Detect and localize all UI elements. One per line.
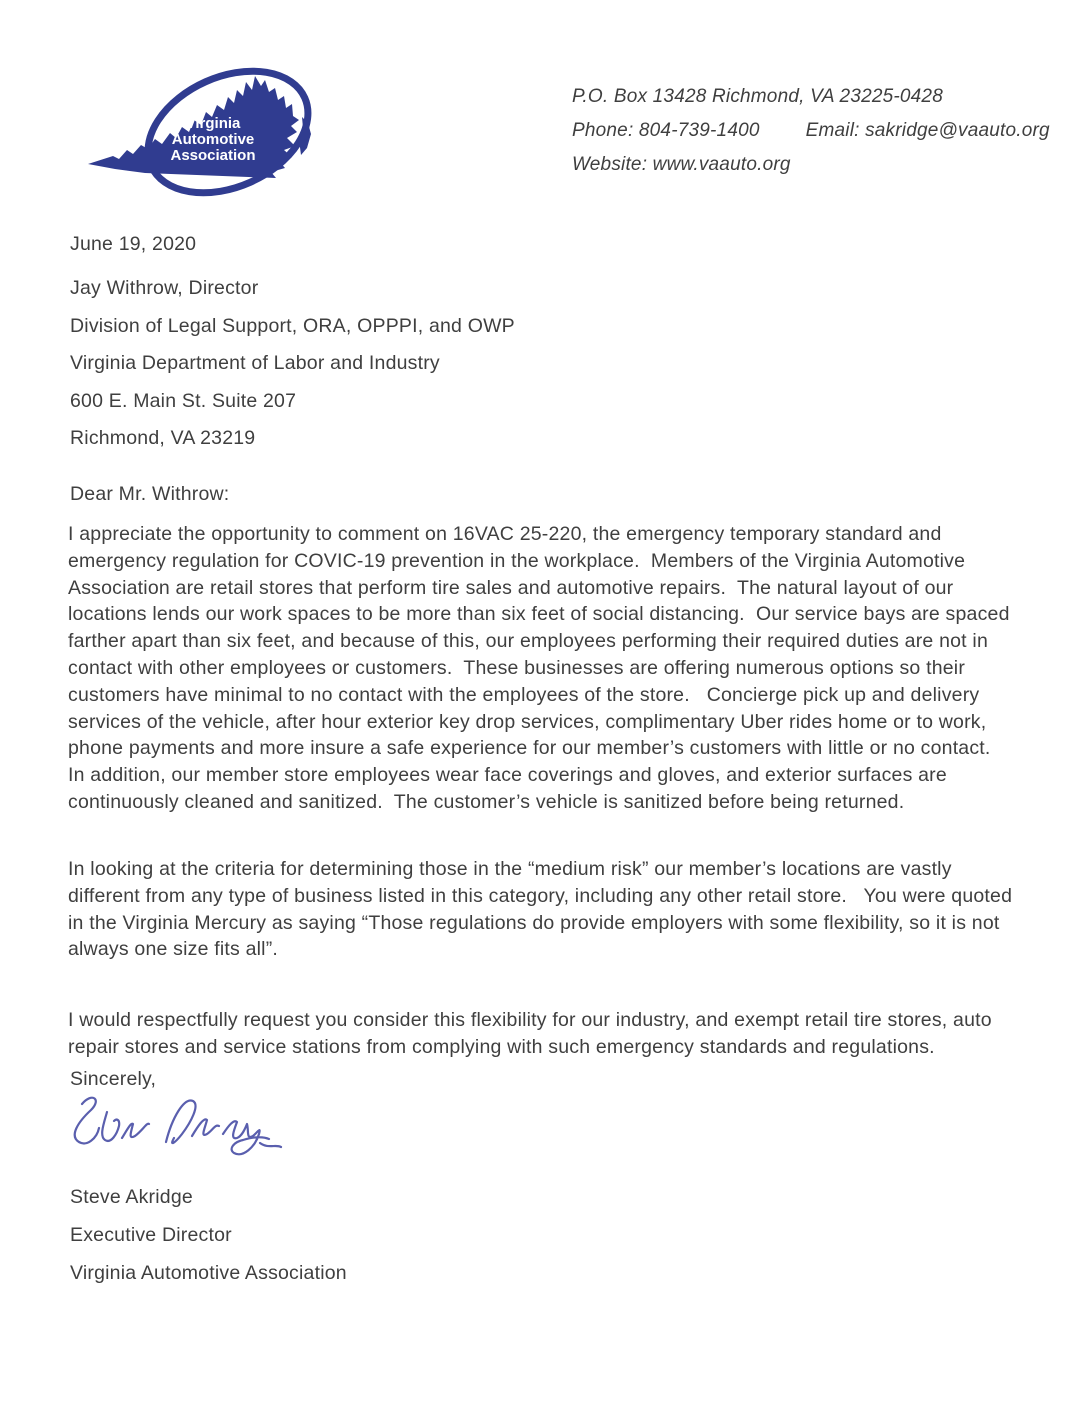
virginia-map-icon <box>85 60 315 205</box>
body-paragraph-3: I would respectfully request you consider this flexibility for our industry, and exempt retail tire stores, auto repair stores and service stations from complying with such emergency standards and regulations. <box>68 1009 998 1058</box>
logo-text-line2: Automotive <box>171 131 255 148</box>
letterhead-phone: Phone: 804-739-1400 <box>572 120 760 141</box>
valediction: Sincerely, <box>70 1068 157 1090</box>
body-paragraph-2: In looking at the criteria for determining those in the “medium risk” our member’s locations are vastly different from any type of business listed in this category, including any other retail store. You were quoted in the Virginia Mercury as saying “Those regulations do provide employers with some flexibility, so it is not always one size fits all”. <box>68 858 1018 961</box>
salutation: Dear Mr. Withrow: <box>70 483 230 505</box>
recipient-division-line: Division of Legal Support, ORA, OPPPI, and OWP <box>70 314 515 337</box>
signer-organization: Virginia Automotive Association <box>70 1262 347 1284</box>
signature-ink-icon <box>62 1090 292 1168</box>
letterhead-phone-email-row <box>572 114 1050 148</box>
body-paragraph-1: I appreciate the opportunity to comment on 16VAC 25-220, the emergency temporary standard and emergency regulation for COVIC-19 prevention in the workplace. Members of the Virginia Automotive Association are retail stores that perform tire sales and automotive repairs. The natural layout of our locations lends our work spaces to be more than six feet of social distancing. Our service bays are spaced farther apart than six feet, and because of this, our employees performing their required duties are not in contact with other employees or customers. These businesses are offering numerous options so their customers have minimal to no contact with the employees of the store. Concierge pick up and delivery services of the vehicle, after hour exterior key drop services, complimentary Uber rides home or to work, phone payments and more insure a safe experience for our member’s customers with little or no contact. In addition, our member store employees wear face coverings and gloves, and exterior surfaces are continuously cleaned and sanitized. The customer’s vehicle is sanitized before being returned. <box>68 523 1016 813</box>
letterhead-email: Email: sakridge@vaauto.org <box>805 120 1050 141</box>
virginia-automotive-association-logo <box>85 60 315 205</box>
recipient-street-line: 600 E. Main St. Suite 207 <box>70 389 297 412</box>
closing-block <box>70 1178 347 1292</box>
signer-name: Steve Akridge <box>70 1186 193 1208</box>
recipient-department-line: Virginia Department of Labor and Industry <box>70 352 440 374</box>
recipient-city-line: Richmond, VA 23219 <box>70 427 256 449</box>
recipient-name-line: Jay Withrow, Director <box>70 277 259 299</box>
letterhead-website: Website: www.vaauto.org <box>572 154 791 175</box>
logo-text-line3: Association <box>170 147 256 164</box>
letter-date: June 19, 2020 <box>70 233 197 255</box>
recipient-address-block <box>70 270 515 458</box>
signer-title: Executive Director <box>70 1224 232 1246</box>
handwritten-signature-image <box>62 1090 292 1168</box>
letterhead-contact-block <box>572 80 1050 182</box>
letterhead-address: P.O. Box 13428 Richmond, VA 23225-0428 <box>572 86 943 107</box>
logo-text-line1: Virginia <box>185 115 241 132</box>
